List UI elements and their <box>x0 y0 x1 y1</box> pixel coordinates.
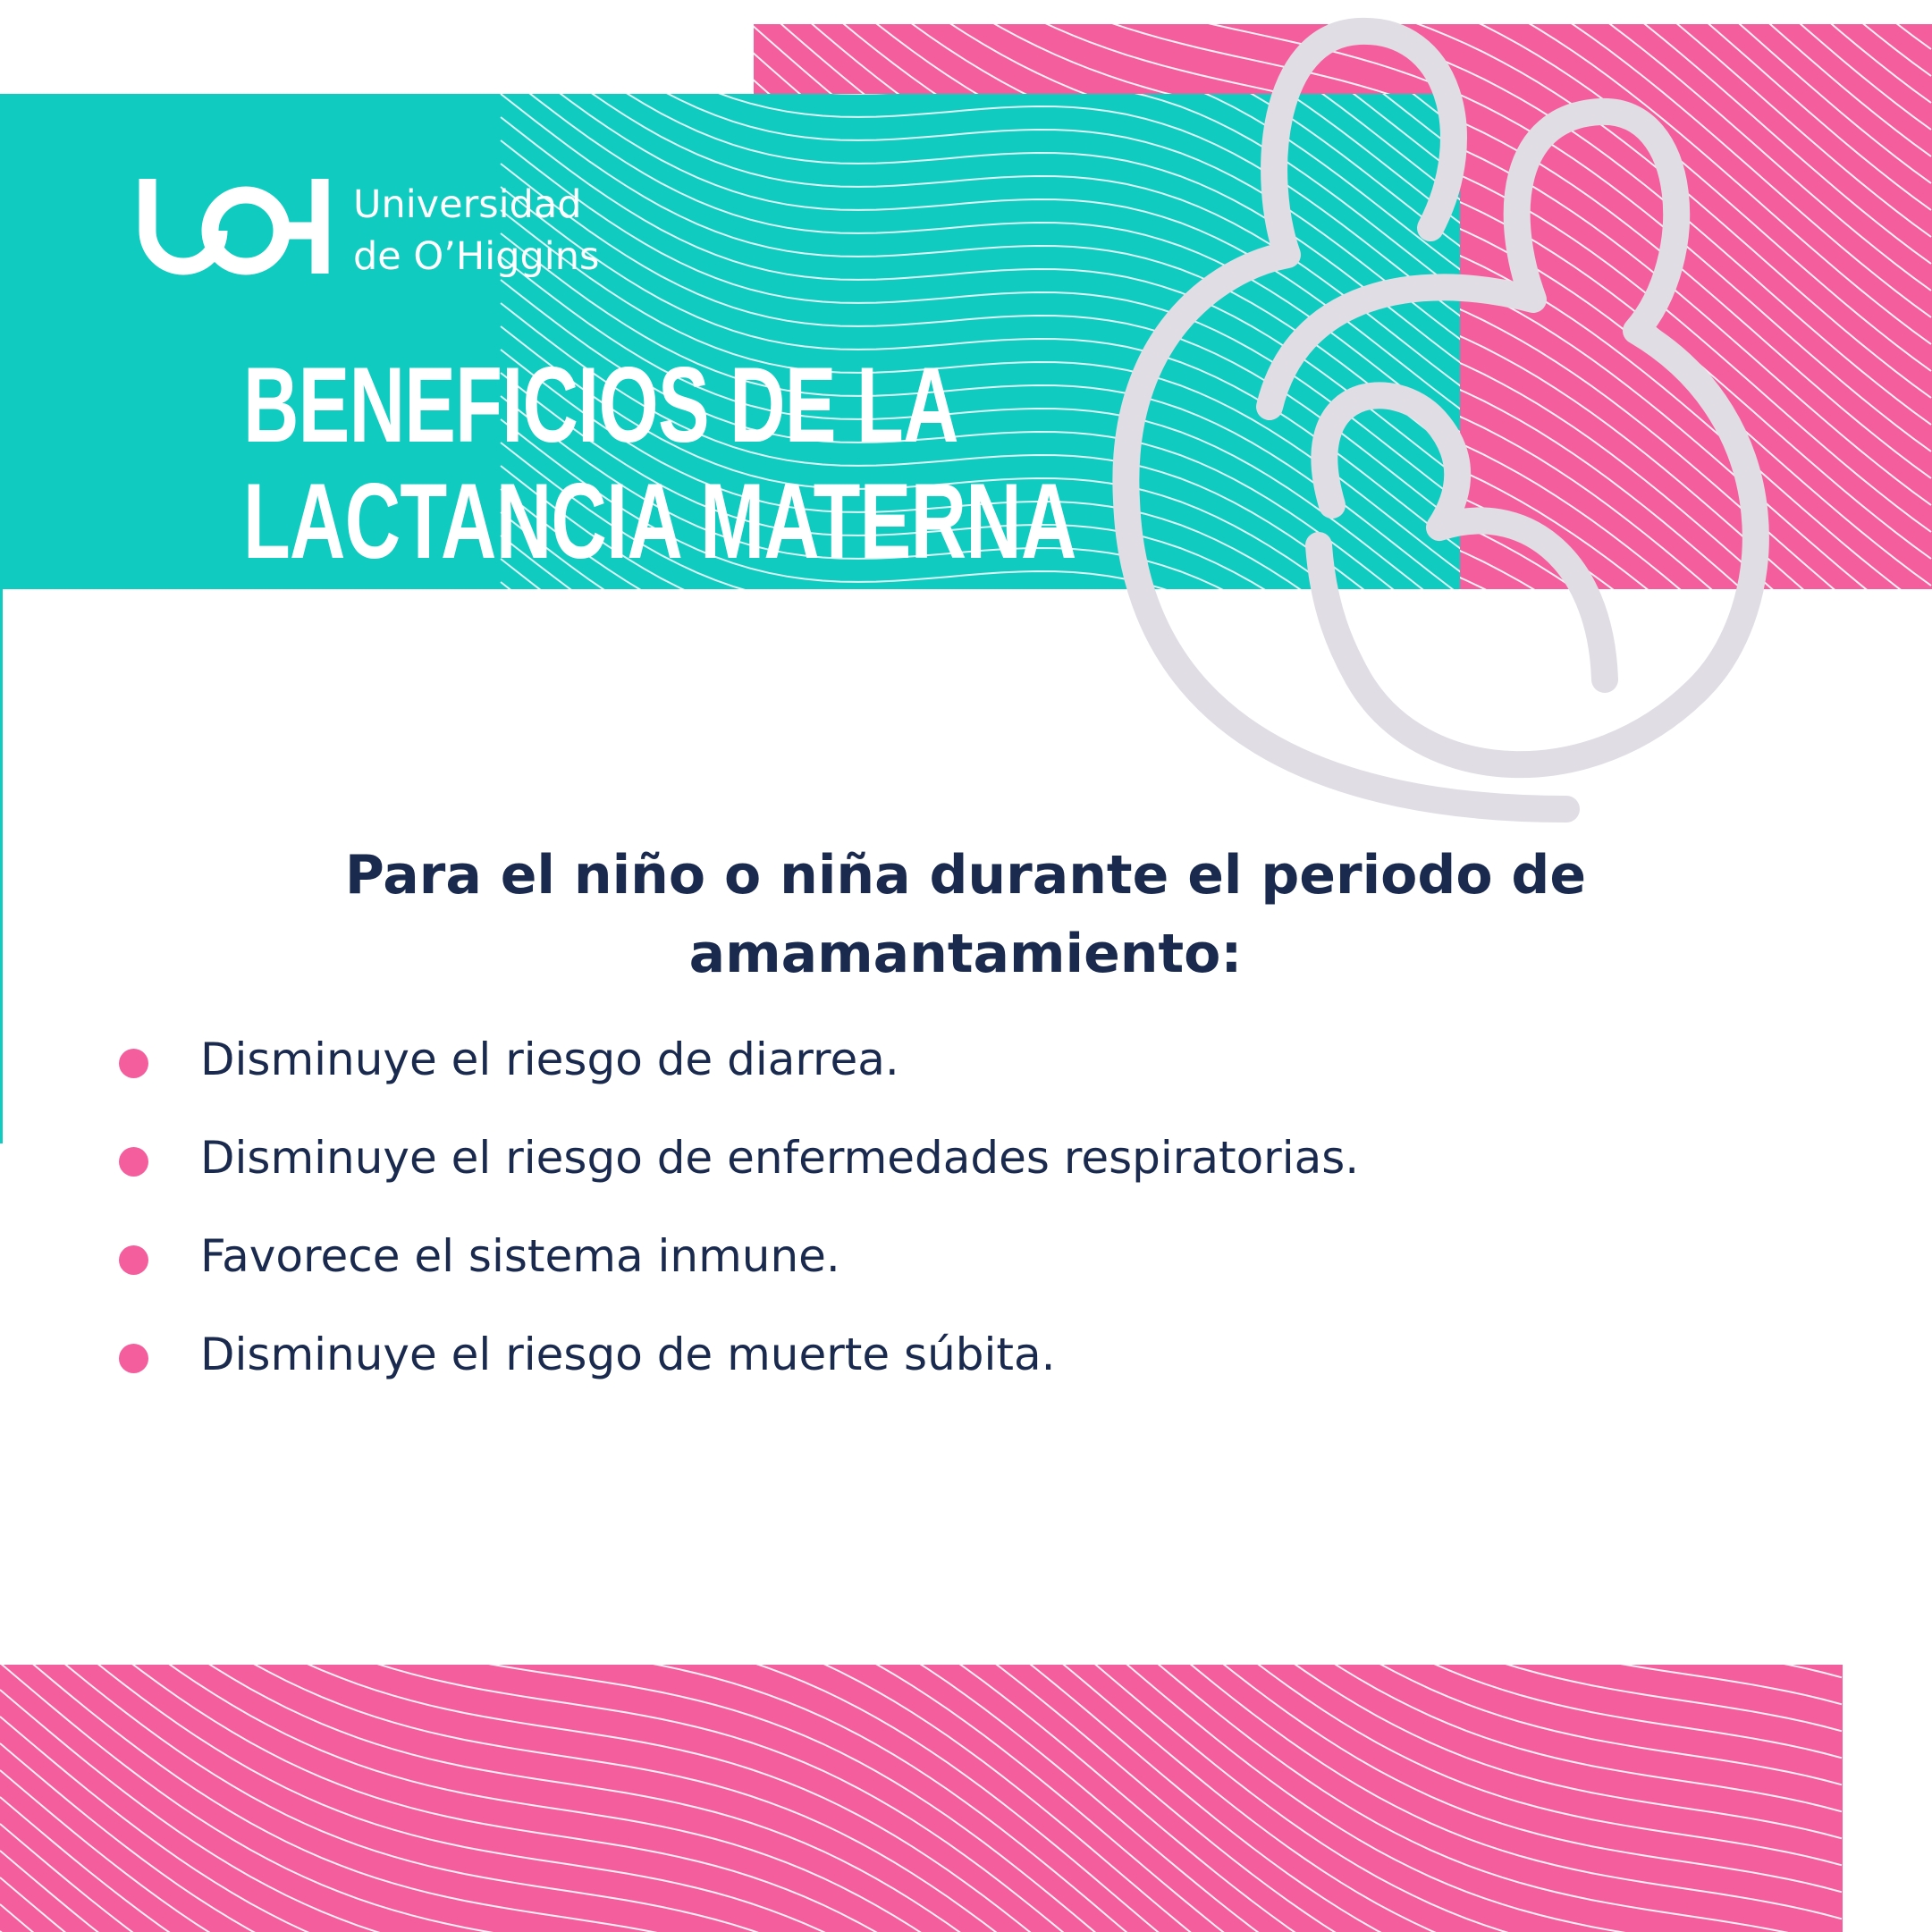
list-item <box>0 1122 1932 1220</box>
wave-line <box>751 0 1931 22</box>
section-title: Para el niño o niña durante el periodo de amamantamiento: <box>344 844 1587 985</box>
uoh-logo-mark <box>139 179 331 277</box>
list-item <box>0 1024 1932 1122</box>
benefit-text: Disminuye el riesgo de enfermedades respiratorias. <box>200 1132 1360 1184</box>
bullet-icon <box>119 1344 148 1373</box>
page-title-line1: BENEFICIOS DE LA <box>243 345 958 465</box>
bullet-icon <box>119 1245 148 1275</box>
university-name <box>353 179 599 283</box>
university-name-line2: de O’Higgins <box>353 234 600 279</box>
benefit-text: Disminuye el riesgo de muerte súbita. <box>200 1329 1056 1380</box>
benefit-text: Disminuye el riesgo de diarrea. <box>200 1033 899 1085</box>
benefits-list <box>0 1024 1932 1417</box>
page-title <box>243 347 1076 579</box>
wave-line <box>501 0 1466 19</box>
list-item <box>0 1319 1932 1417</box>
page-title-line2: LACTANCIA MATERNA <box>243 461 1076 581</box>
bullet-icon <box>119 1147 148 1177</box>
benefit-text: Favorece el sistema inmune. <box>200 1230 840 1282</box>
university-name-line1: Universidad <box>353 182 582 227</box>
list-item <box>0 1220 1932 1319</box>
bullet-icon <box>119 1049 148 1078</box>
